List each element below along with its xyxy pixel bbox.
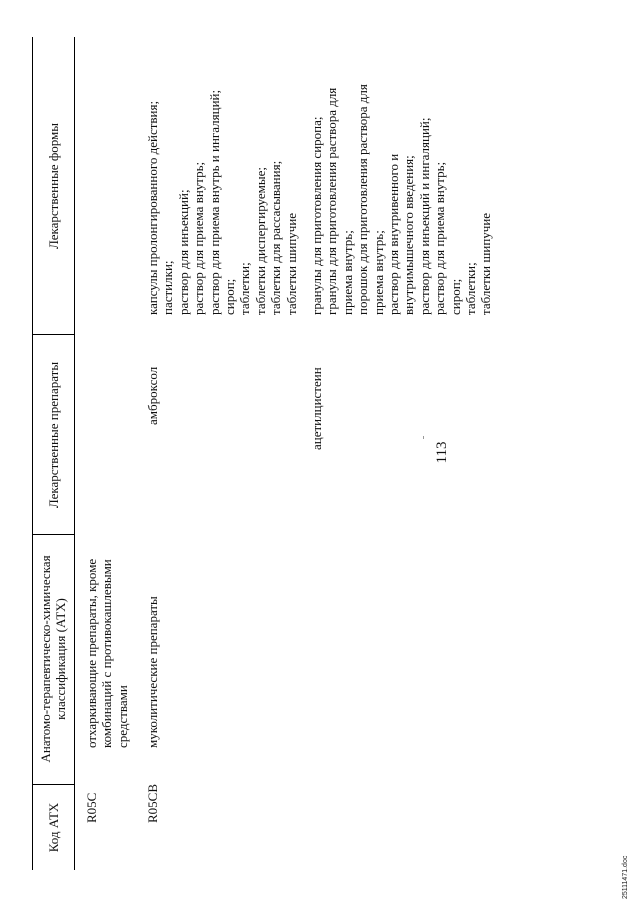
dosage-form: таблетки шипучие (283, 212, 299, 315)
dosage-form: таблетки; (463, 262, 479, 315)
dosage-form: капсулы пролонгированного действия; (145, 100, 160, 315)
atc-table (32, 37, 612, 870)
dosage-form: раствор для приема внутрь и ингаляций; (206, 89, 222, 315)
row-classification: муколитические препараты (145, 596, 160, 748)
row-code: R05CB (145, 783, 160, 823)
dosage-form: таблетки для рассасывания; (268, 160, 284, 315)
header-classification: Анатомо-терапевтическо-химическая классификация (АТХ) (38, 555, 68, 763)
dosage-form: таблетки шипучие (478, 212, 494, 315)
row-code: R05C (84, 792, 99, 823)
dosage-form: приема внутрь; (370, 230, 386, 315)
dosage-form: пастилки; (160, 260, 176, 315)
dosage-form: приема внутрь; (339, 230, 355, 315)
header-code: Код АТХ (45, 802, 61, 853)
header-bottom-border (74, 37, 75, 870)
drug-name: амброксол (145, 366, 160, 425)
dosage-form: раствор для внутривенного и (386, 153, 402, 315)
dosage-form: раствор для инъекций; (175, 189, 191, 315)
dosage-form: таблетки диспергируемые; (252, 167, 268, 315)
dosage-form: внутримышечного введения; (401, 155, 417, 315)
row-classification: отхаркивающие препараты, кроме комбинаций с противокашлевыми средствами (84, 558, 130, 748)
dosage-form: сироп; (222, 278, 238, 315)
header-forms: Лекарственные формы (45, 122, 61, 250)
drug-name: ацетилцистеин (309, 367, 324, 450)
header-drugs: Лекарственные препараты (45, 361, 61, 509)
document-filename: 25111471.doc (622, 855, 629, 899)
dosage-form: раствор для приема внутрь; (432, 161, 448, 315)
dosage-forms-list (309, 84, 494, 315)
dosage-form: сироп; (447, 278, 463, 315)
dosage-form: таблетки; (237, 262, 253, 315)
dosage-form: раствор для инъекций и ингаляций; (416, 117, 432, 315)
dosage-forms-list (145, 90, 299, 315)
page-number: 113 (434, 441, 450, 464)
dosage-form: порошок для приготовления раствора для (355, 84, 371, 315)
dosage-form: гранулы для приготовления раствора для (324, 87, 340, 315)
dosage-form: гранулы для приготовления сиропа; (309, 116, 324, 315)
dosage-form: раствор для приема внутрь; (191, 161, 207, 315)
